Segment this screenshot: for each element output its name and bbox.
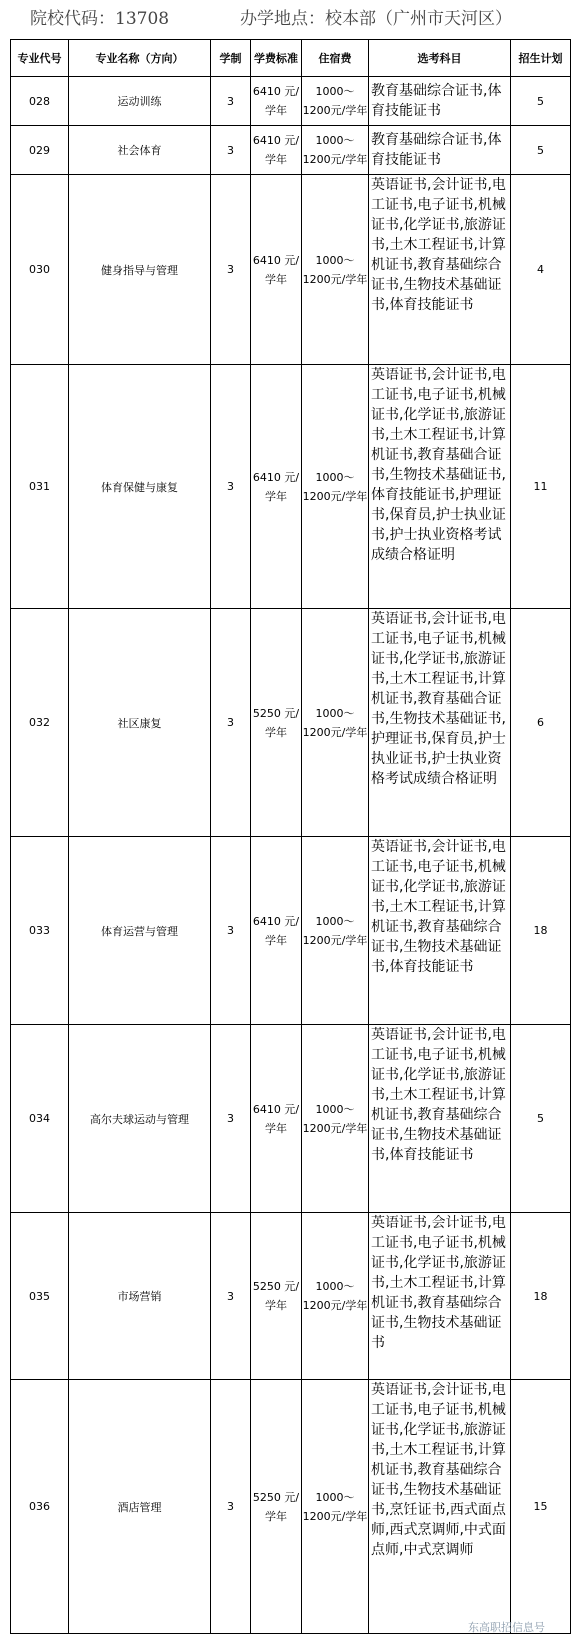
cell-quota: 5 bbox=[511, 77, 571, 126]
cell-years: 3 bbox=[211, 77, 251, 126]
cell-fee: 5250 元/学年 bbox=[251, 1213, 302, 1380]
cell-subjects: 教育基础综合证书,体育技能证书 bbox=[369, 126, 511, 175]
watermark: 东高职招信息号 bbox=[468, 1621, 545, 1634]
cell-subjects: 英语证书,会计证书,电工证书,电子证书,机械证书,化学证书,旅游证书,土木工程证书,计算机证书,教育基础综合证书,生物技术基础证书,体育技能证书 bbox=[369, 175, 511, 365]
cell-fee: 6410 元/学年 bbox=[251, 77, 302, 126]
table-row bbox=[11, 365, 571, 609]
table-row bbox=[11, 837, 571, 1025]
cell-code: 034 bbox=[11, 1025, 69, 1213]
cell-board: 1000～1200元/学年 bbox=[302, 1025, 369, 1213]
cell-code: 036 bbox=[11, 1380, 69, 1634]
cell-code: 031 bbox=[11, 365, 69, 609]
cell-board: 1000～1200元/学年 bbox=[302, 1380, 369, 1634]
cell-subjects: 英语证书,会计证书,电工证书,电子证书,机械证书,化学证书,旅游证书,土木工程证书,计算机证书,教育基础综合证书,生物技术基础证书 bbox=[369, 1213, 511, 1380]
cell-board: 1000～1200元/学年 bbox=[302, 609, 369, 837]
cell-name: 高尔夫球运动与管理 bbox=[69, 1025, 211, 1213]
table-row bbox=[11, 77, 571, 126]
cell-fee: 6410 元/学年 bbox=[251, 126, 302, 175]
cell-name: 酒店管理 bbox=[69, 1380, 211, 1634]
cell-board: 1000～1200元/学年 bbox=[302, 77, 369, 126]
table-row bbox=[11, 126, 571, 175]
cell-board: 1000～1200元/学年 bbox=[302, 175, 369, 365]
cell-quota: 15 bbox=[511, 1380, 571, 1634]
cell-fee: 6410 元/学年 bbox=[251, 175, 302, 365]
cell-subjects: 英语证书,会计证书,电工证书,电子证书,机械证书,化学证书,旅游证书,土木工程证书,计算机证书,教育基础合证书,生物技术基础证书,护理证书,保育员,护士执业证书,护士执业资格考试成绩合格证明 bbox=[369, 609, 511, 837]
cell-name: 市场营销 bbox=[69, 1213, 211, 1380]
cell-subjects: 教育基础综合证书,体育技能证书 bbox=[369, 77, 511, 126]
table-row bbox=[11, 1025, 571, 1213]
cell-board: 1000～1200元/学年 bbox=[302, 365, 369, 609]
school-code: 院校代码：13708 bbox=[30, 9, 170, 29]
cell-code: 030 bbox=[11, 175, 69, 365]
cell-quota: 18 bbox=[511, 1213, 571, 1380]
cell-fee: 6410 元/学年 bbox=[251, 1025, 302, 1213]
cell-quota: 4 bbox=[511, 175, 571, 365]
cell-quota: 5 bbox=[511, 1025, 571, 1213]
cell-code: 032 bbox=[11, 609, 69, 837]
cell-quota: 18 bbox=[511, 837, 571, 1025]
cell-name: 社会体育 bbox=[69, 126, 211, 175]
col-header-code: 专业代号 bbox=[11, 40, 69, 77]
cell-fee: 5250 元/学年 bbox=[251, 1380, 302, 1634]
cell-quota: 5 bbox=[511, 126, 571, 175]
cell-quota: 6 bbox=[511, 609, 571, 837]
cell-years: 3 bbox=[211, 1025, 251, 1213]
col-header-quota: 招生计划 bbox=[511, 40, 571, 77]
cell-years: 3 bbox=[211, 126, 251, 175]
cell-subjects: 英语证书,会计证书,电工证书,电子证书,机械证书,化学证书,旅游证书,土木工程证书,计算机证书,教育基础合证书,生物技术基础证书,体育技能证书,护理证书,保育员,护士执业证书,护士执业资格考试成绩合格证明 bbox=[369, 365, 511, 609]
cell-fee: 6410 元/学年 bbox=[251, 365, 302, 609]
cell-years: 3 bbox=[211, 609, 251, 837]
table-row bbox=[11, 1213, 571, 1380]
cell-code: 035 bbox=[11, 1213, 69, 1380]
page-header bbox=[0, 0, 578, 38]
cell-quota: 11 bbox=[511, 365, 571, 609]
cell-years: 3 bbox=[211, 365, 251, 609]
col-header-name: 专业名称（方向） bbox=[69, 40, 211, 77]
cell-subjects: 英语证书,会计证书,电工证书,电子证书,机械证书,化学证书,旅游证书,土木工程证书,计算机证书,教育基础综合证书,生物技术基础证书,体育技能证书 bbox=[369, 837, 511, 1025]
col-header-subjects: 选考科目 bbox=[369, 40, 511, 77]
majors-table bbox=[10, 39, 571, 1634]
cell-fee: 6410 元/学年 bbox=[251, 837, 302, 1025]
table-row bbox=[11, 175, 571, 365]
cell-years: 3 bbox=[211, 837, 251, 1025]
cell-years: 3 bbox=[211, 175, 251, 365]
cell-years: 3 bbox=[211, 1380, 251, 1634]
cell-code: 033 bbox=[11, 837, 69, 1025]
cell-name: 运动训练 bbox=[69, 77, 211, 126]
cell-code: 029 bbox=[11, 126, 69, 175]
table-row bbox=[11, 1380, 571, 1634]
cell-board: 1000～1200元/学年 bbox=[302, 126, 369, 175]
cell-code: 028 bbox=[11, 77, 69, 126]
cell-board: 1000～1200元/学年 bbox=[302, 837, 369, 1025]
cell-fee: 5250 元/学年 bbox=[251, 609, 302, 837]
cell-board: 1000～1200元/学年 bbox=[302, 1213, 369, 1380]
cell-name: 健身指导与管理 bbox=[69, 175, 211, 365]
cell-name: 体育保健与康复 bbox=[69, 365, 211, 609]
col-header-years: 学制 bbox=[211, 40, 251, 77]
col-header-board: 住宿费 bbox=[302, 40, 369, 77]
cell-years: 3 bbox=[211, 1213, 251, 1380]
cell-subjects: 英语证书,会计证书,电工证书,电子证书,机械证书,化学证书,旅游证书,土木工程证书,计算机证书,教育基础综合证书,生物技术基础证书,体育技能证书 bbox=[369, 1025, 511, 1213]
cell-subjects: 英语证书,会计证书,电工证书,电子证书,机械证书,化学证书,旅游证书,土木工程证书,计算机证书,教育基础综合证书,生物技术基础证书,烹饪证书,西式面点师,西式烹调师,中式面点师,中式烹调师 bbox=[369, 1380, 511, 1634]
cell-name: 社区康复 bbox=[69, 609, 211, 837]
table-header-row bbox=[11, 40, 571, 77]
table-row bbox=[11, 609, 571, 837]
cell-name: 体育运营与管理 bbox=[69, 837, 211, 1025]
col-header-fee: 学费标准 bbox=[251, 40, 302, 77]
school-location: 办学地点：校本部（广州市天河区） bbox=[240, 9, 512, 29]
